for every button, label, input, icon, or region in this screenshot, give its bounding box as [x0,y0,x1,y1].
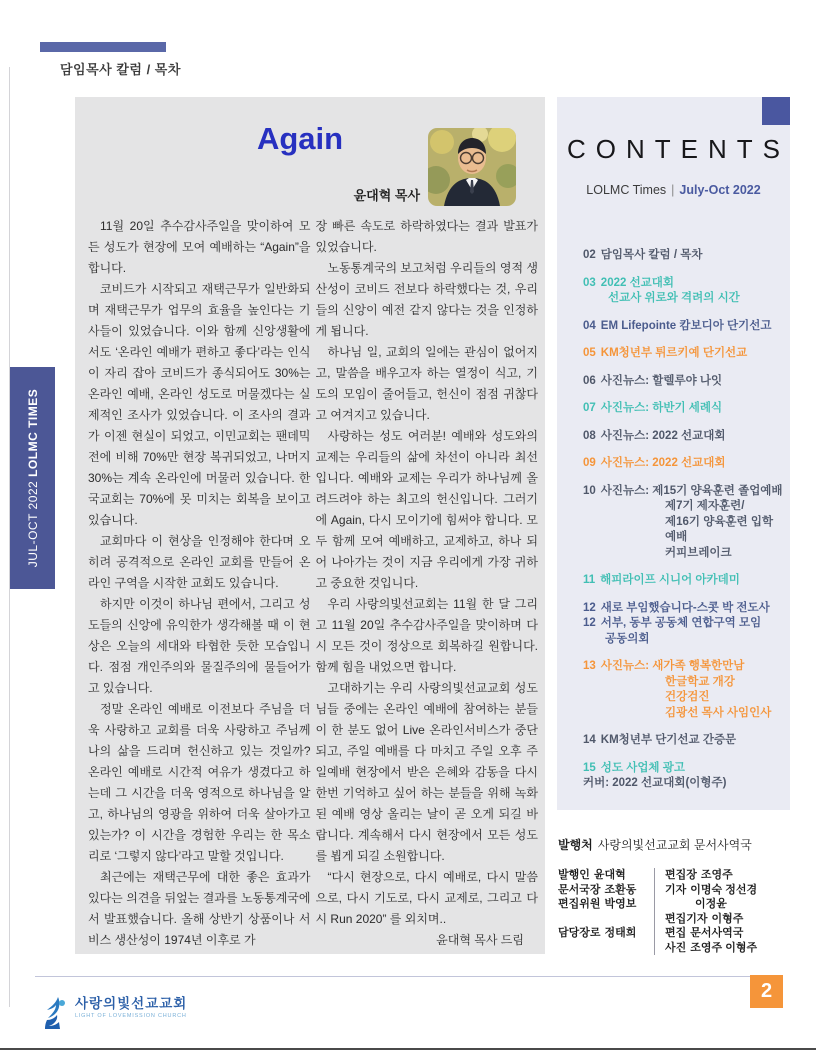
toc-item-label: 사진뉴스: 2022 선교대회 [600,429,726,442]
article-paragraph: 고대하기는 우리 사랑의빛선교교회 성도님들 중에는 온라인 예배에 참여하는 분들이 한 분도 없어 Live 온라인서비스가 중단되고, 주일 예배를 다 마치고 주일 오후 주일예배 현장에서 받은 은혜와 감동을 다시 한번 기억하고 싶어 하는 분들을 위해 녹화된 예배 영상 올리는 날이 곧 오게 되길 바랍니다. 계속해서 다시 현장에서 모든 성도를 뵙게 되길 소원합니다. [315,681,538,863]
toc-item-label: 사진뉴스: 제15기 양육훈련 졸업예배 [600,484,783,497]
contents-period: July-Oct 2022 [679,183,761,197]
toc-line [583,733,783,749]
publisher-person-name: 조영주 [700,869,733,881]
publisher-header [558,836,794,853]
publisher-row [558,883,654,898]
toc-item-number: 07 [583,402,596,414]
church-logo-name: 사랑의빛선교교회 [75,996,188,1011]
publisher-divider [654,868,655,955]
church-logo-icon [42,996,68,1030]
article-paragraph: 하나님 일, 교회의 일에는 관심이 없어지고, 말씀을 배우고자 하는 열정이 식고, 기도의 모임이 줄어들고, 헌신이 점점 귀찮다고 여겨지고 있습니다. [315,345,538,422]
toc-item [583,616,783,647]
publisher-header-label: 발행처 [558,838,593,852]
toc-item [583,733,783,749]
toc-item-number: 06 [583,374,596,387]
toc-line [583,346,783,362]
toc-line: 선교사 위로와 격려의 시간 [608,292,740,304]
toc-item-label: 2022 선교대회 [600,276,675,289]
toc-item-number: 03 [583,276,596,289]
publisher-role-label: 기자 [665,883,687,896]
toc-item [583,573,783,589]
toc-item [583,601,783,617]
issue-period: JUL-OCT 2022 [25,480,40,568]
publisher-person-name: 이정윤 [695,898,727,910]
toc-item [583,346,783,362]
toc-item-number: 13 [583,660,596,672]
issue-side-tab [10,367,55,589]
publisher-role-label: 발행인 [558,869,590,881]
toc-item-number: 12 [583,617,596,629]
publisher-header-value: 사랑의빛선교교회 문서사역국 [597,838,752,852]
publisher-person-name: 문서사역국 [690,927,744,939]
publisher-right-column [665,868,794,955]
church-logo-subtext: LIGHT OF LOVEMISSION CHURCH [75,1013,187,1019]
publisher-row [665,912,794,927]
article-paragraph: 윤대혁 목사 드림 [436,933,524,947]
publisher-person-name: 이형주 [711,912,744,925]
contents-subtitle [557,183,790,197]
contents-heading: CONTENTS [567,134,790,164]
toc-line: 김광선 목사 사임인사 [665,706,772,719]
toc-line [583,616,783,632]
toc-list [583,248,783,788]
article-paragraph: 장 빠른 속도로 하락하였다는 결과 발표가 있었습니다. [315,219,538,254]
toc-line: 한글학교 개강 [665,675,735,688]
toc-line [583,248,783,264]
toc-line: 공동의회 [605,632,650,645]
toc-line: 커피브레이크 [665,546,732,559]
toc-line: 제7기 제자훈련/ [665,500,745,512]
section-kicker: 담임목사 칼럼 / 목차 [60,62,181,77]
publisher-person-name: 이명숙 정선경 [690,883,758,896]
toc-line [583,601,783,617]
toc-item [583,659,783,721]
toc-item [583,456,783,472]
toc-item-number: 08 [583,429,596,442]
church-logo [42,996,187,1030]
toc-item [583,276,783,307]
toc-item-label: 사진뉴스: 할렐루야 나잇 [600,374,723,387]
publisher-block [558,836,794,955]
publisher-role-label: 편집 [665,927,687,939]
publisher-role-label: 사진 [665,941,687,954]
article-body [88,216,538,951]
footer-rule [35,976,783,977]
publisher-role-label: 편집기자 [665,912,708,925]
article-byline: 윤대혁 목사 [353,188,420,203]
article-paragraph: 노동통계국의 보고처럼 우리들의 영적 생산성이 코비드 전보다 하락했다는 것, 우리들의 신앙이 예전 같지 않다는 것을 인정하게 됩니다. [315,261,538,338]
toc-line [583,374,783,390]
toc-item [583,401,783,417]
article-paragraph: “다시 현장으로, 다시 예배로, 다시 말씀으로, 다시 기도로, 다시 교제로, 그리고 다시 Run 2020” 를 외치며.. [315,870,538,926]
toc-line: 건강검진 [665,691,710,703]
corner-accent-square [762,97,790,125]
publisher-person-name: 윤대혁 [593,869,626,881]
toc-line: 제16기 양육훈련 입학예배 [665,515,774,543]
pastor-photo [428,128,516,206]
toc-item [583,429,783,445]
cover-note: 커버: 2022 선교대회(이형주) [583,777,727,789]
publisher-role-label: 편집장 [665,869,697,881]
toc-item-label: 성도 사업체 광고 [600,761,685,774]
publisher-role-label: 담당장로 [558,926,601,939]
pastor-photo-illustration [428,128,516,206]
toc-item-label: KM청년부 튀르키예 단기선교 [600,347,748,359]
publisher-row [665,897,794,912]
toc-item-number: 10 [583,484,596,497]
article-title: Again [256,121,344,156]
toc-item-number: 15 [583,761,596,774]
toc-item-number: 14 [583,734,596,746]
article-paragraph: 코비드가 시작되고 재택근무가 일반화되며 재택근무가 업무의 효율을 높인다는 기사들이 있었습니다. 이와 함께 신앙생활에서도 ‘온라인 예배가 편하고 좋다’라는 인식이 자리 잡아 코비드가 종식되어도 30%는 온라인 예배, 온라인 성도로 머물겠다는 실제적인 조사가 있었습니다. 이 조사의 결과가 이젠 현실이 되었고, 이민교회는 팬데믹 전에 비해 70%만 현장 복귀되었고, 나머지 30%는 계속 온라인에 머물러 있습니다. 한국교회는 70%에 못 미치는 회복을 보이고 있습니다. [88,282,311,527]
toc-item-label: KM청년부 단기선교 간증문 [600,734,737,746]
toc-item-number: 12 [583,601,596,614]
toc-item-label: 해피라이프 시니어 아카데미 [600,574,740,586]
page-bottom-rule [0,1048,816,1050]
article-column [88,216,311,951]
article-paragraph: 11월 20일 추수감사주일을 맞이하여 모든 성도가 현장에 모여 예배하는 “Again”을 합니다. [88,219,311,275]
toc-line [583,484,783,500]
toc-item-label: 서부, 동부 공동체 연합구역 모임 [600,617,762,629]
toc-item-number: 11 [583,574,596,586]
article-column [316,216,539,951]
publisher-row [665,868,794,883]
toc-item-label: 사진뉴스: 새가족 행복한만남 [600,660,745,672]
toc-item [583,248,783,264]
toc-line [583,401,783,417]
page-number-badge: 2 [750,975,783,1008]
toc-line [583,659,783,675]
issue-side-tab-label [26,389,40,568]
issue-brand: LOLMC TIMES [25,388,40,477]
contents-brand: LOLMC Times [586,183,667,197]
contents-separator: | [671,183,675,197]
publisher-person-name: 조환동 [604,883,637,896]
toc-item-number: 02 [583,249,596,261]
article-paragraph: 하지만 이것이 하나님 편에서, 그리고 성도들의 신앙에 유익한가 생각해볼 때 이 현상은 오늘의 세대와 타협한 듯한 모습입니다. 점점 개인주의와 물질주의에 물들어가고 있습니다. [88,597,311,695]
article-paragraph: 정말 온라인 예배로 이전보다 주님을 더욱 사랑하고 교회를 더욱 사랑하고 주님께 나의 삶을 드리며 헌신하고 있는 것일까? 온라인 예배로 시간적 여유가 생겼다고 하는데 그 시간을 더욱 영적으로 하나님을 알고, 하나님의 영광을 위하여 더욱 살아가고 있는가? 이 시간을 경험한 우리는 한 목소리로 ‘그렇지 않다’라고 말할 것입니다. [88,702,311,863]
toc-item-number: 05 [583,347,596,359]
toc-item [583,319,783,335]
publisher-role-label: 편집위원 [558,898,601,910]
toc-item-label: EM Lifepointe 캄보디아 단기선고 [600,319,772,332]
toc-line [583,276,783,292]
contents-sidebar [557,97,790,810]
toc-line [583,319,783,335]
publisher-person-name: 박영보 [604,898,637,910]
toc-item-label: 사진뉴스: 2022 선교대회 [600,457,726,469]
publisher-row [558,868,654,883]
toc-item [583,374,783,390]
publisher-row [665,926,794,941]
publisher-row [558,926,654,941]
toc-item-number: 09 [583,457,596,469]
publisher-person-name: 정태희 [604,926,637,939]
publisher-row [558,897,654,912]
article-paragraph: 최근에는 재택근무에 대한 좋은 효과가 있다는 의견을 뒤엎는 결과를 노동통계국에서 발표했습니다. 올해 상반기 상품이나 서비스 생산성이 1974년 이후로 가 [88,870,311,947]
publisher-left-column [558,868,654,955]
toc-line [583,573,783,589]
kicker-accent-bar [40,42,166,52]
article-paragraph: 우리 사랑의빛선교회는 11월 한 달 그리고 11월 20일 추수감사주일을 맞이하며 다시 모든 것이 정상으로 회복하길 원합니다. 함께 힘을 내었으면 합니다. [315,597,538,674]
article-paragraph: 교회마다 이 현상을 인정해야 한다며 오히려 공격적으로 온라인 교회를 만들어 온라인 구역을 시작한 교회도 있습니다. [88,534,311,590]
toc-item-number: 04 [583,319,596,332]
publisher-role-label: 문서국장 [558,883,601,896]
toc-item [583,484,783,562]
publisher-person-name: 조영주 이형주 [690,941,758,954]
publisher-row [665,883,794,898]
article-panel [75,97,545,954]
toc-line [583,429,783,445]
article-paragraph: 사랑하는 성도 여러분! 예배와 성도와의 교제는 우리들의 삶에 차선이 아니라 최선입니다. 예배와 교제는 우리가 하나님께 올려드려야 하는 최고의 헌신입니다. 그러기에 Again, 다시 모이기에 힘써야 합니다. 모두 함께 모여 예배하고, 교제하고, 하나 되어 나아가는 것이 지금 우리에게 가장 귀하고 중요한 것입니다. [315,429,538,590]
toc-item-label: 담임목사 칼럼 / 목차 [600,249,703,261]
publisher-row [665,941,794,956]
toc-item-label: 새로 부임했습니다-스콧 박 전도사 [600,601,770,614]
toc-item-label: 사진뉴스: 하반기 세례식 [600,402,723,414]
toc-line [583,456,783,472]
